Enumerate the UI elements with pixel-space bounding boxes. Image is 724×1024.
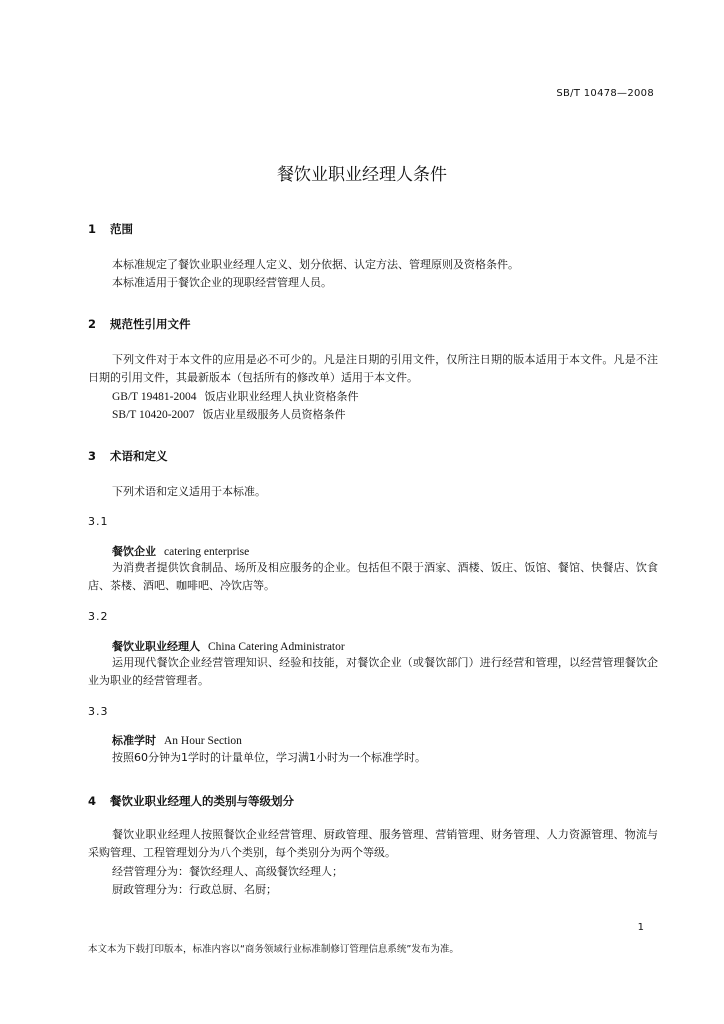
reference-code: SB/T 10420-2007 xyxy=(112,409,195,421)
section-title: 餐饮业职业经理人的类别与等级划分 xyxy=(110,794,295,808)
paragraph-line: 厨政管理分为：行政总厨、名厨； xyxy=(112,883,277,896)
section-4-heading xyxy=(88,793,294,809)
paragraph: 餐饮业职业经理人按照餐饮企业经营管理、厨政管理、服务管理、营销管理、财务管理、人力资源管理、物流与采购管理、工程管理划分为八个类别，每个类别分为两个等级。 xyxy=(88,828,658,859)
standard-code: SB/T 10478—2008 xyxy=(556,88,654,99)
reference-title: 饭店业星级服务人员资格条件 xyxy=(202,408,346,421)
paragraph-line: 经营管理分为：餐饮经理人、高级餐饮经理人； xyxy=(112,865,343,878)
term-definition: 按照60分钟为1学时的计量单位，学习满1小时为一个标准学时。 xyxy=(112,751,426,764)
subsection-number: 3.3 xyxy=(88,705,109,718)
term-zh: 标准学时 xyxy=(112,734,156,747)
paragraph-line: 本标准适用于餐饮企业的现职经营管理人员。 xyxy=(112,276,332,289)
section-3-heading xyxy=(88,448,168,464)
term-definition: 运用现代餐饮企业经营管理知识、经验和技能，对餐饮企业（或餐饮部门）进行经营和管理，以经营管理餐饮企业为职业的经营管理者。 xyxy=(88,656,658,687)
section-number: 1 xyxy=(88,222,97,236)
reference-code: GB/T 19481-2004 xyxy=(112,391,197,403)
term-entry xyxy=(112,638,345,654)
section-title: 规范性引用文件 xyxy=(110,317,191,331)
reference-title: 饭店业职业经理人执业资格条件 xyxy=(204,390,359,403)
paragraph-line: 本标准规定了餐饮业职业经理人定义、划分依据、认定方法、管理原则及资格条件。 xyxy=(112,258,519,271)
section-2-heading xyxy=(88,316,191,332)
term-zh: 餐饮企业 xyxy=(112,545,156,558)
normative-reference xyxy=(112,388,358,406)
term-en: An Hour Section xyxy=(164,735,242,747)
term-entry xyxy=(112,543,249,559)
section-1-heading xyxy=(88,221,133,237)
section-number: 2 xyxy=(88,317,97,331)
section-title: 术语和定义 xyxy=(110,449,168,463)
document-title: 餐饮业职业经理人条件 xyxy=(277,165,447,185)
footer-note: 本文本为下载打印版本，标准内容以“商务领域行业标准制修订管理信息系统”发布为准。 xyxy=(88,944,459,955)
section-title: 范围 xyxy=(110,222,134,236)
term-en: China Catering Administrator xyxy=(208,641,345,653)
normative-reference xyxy=(112,406,346,424)
section-number: 3 xyxy=(88,449,97,463)
paragraph-line: 下列术语和定义适用于本标准。 xyxy=(112,485,266,498)
term-definition: 为消费者提供饮食制品、场所及相应服务的企业。包括但不限于酒家、酒楼、饭庄、饭馆、餐馆、快餐店、饮食店、茶楼、酒吧、咖啡吧、冷饮店等。 xyxy=(88,561,658,592)
section-number: 4 xyxy=(88,794,97,808)
subsection-number: 3.2 xyxy=(88,610,109,623)
paragraph: 下列文件对于本文件的应用是必不可少的。凡是注日期的引用文件，仅所注日期的版本适用于本文件。凡是不注日期的引用文件，其最新版本（包括所有的修改单）适用于本文件。 xyxy=(88,353,658,384)
term-zh: 餐饮业职业经理人 xyxy=(112,640,200,653)
term-en: catering enterprise xyxy=(164,546,250,558)
subsection-number: 3.1 xyxy=(88,515,109,528)
term-entry xyxy=(112,732,242,748)
page-number: 1 xyxy=(637,922,644,933)
